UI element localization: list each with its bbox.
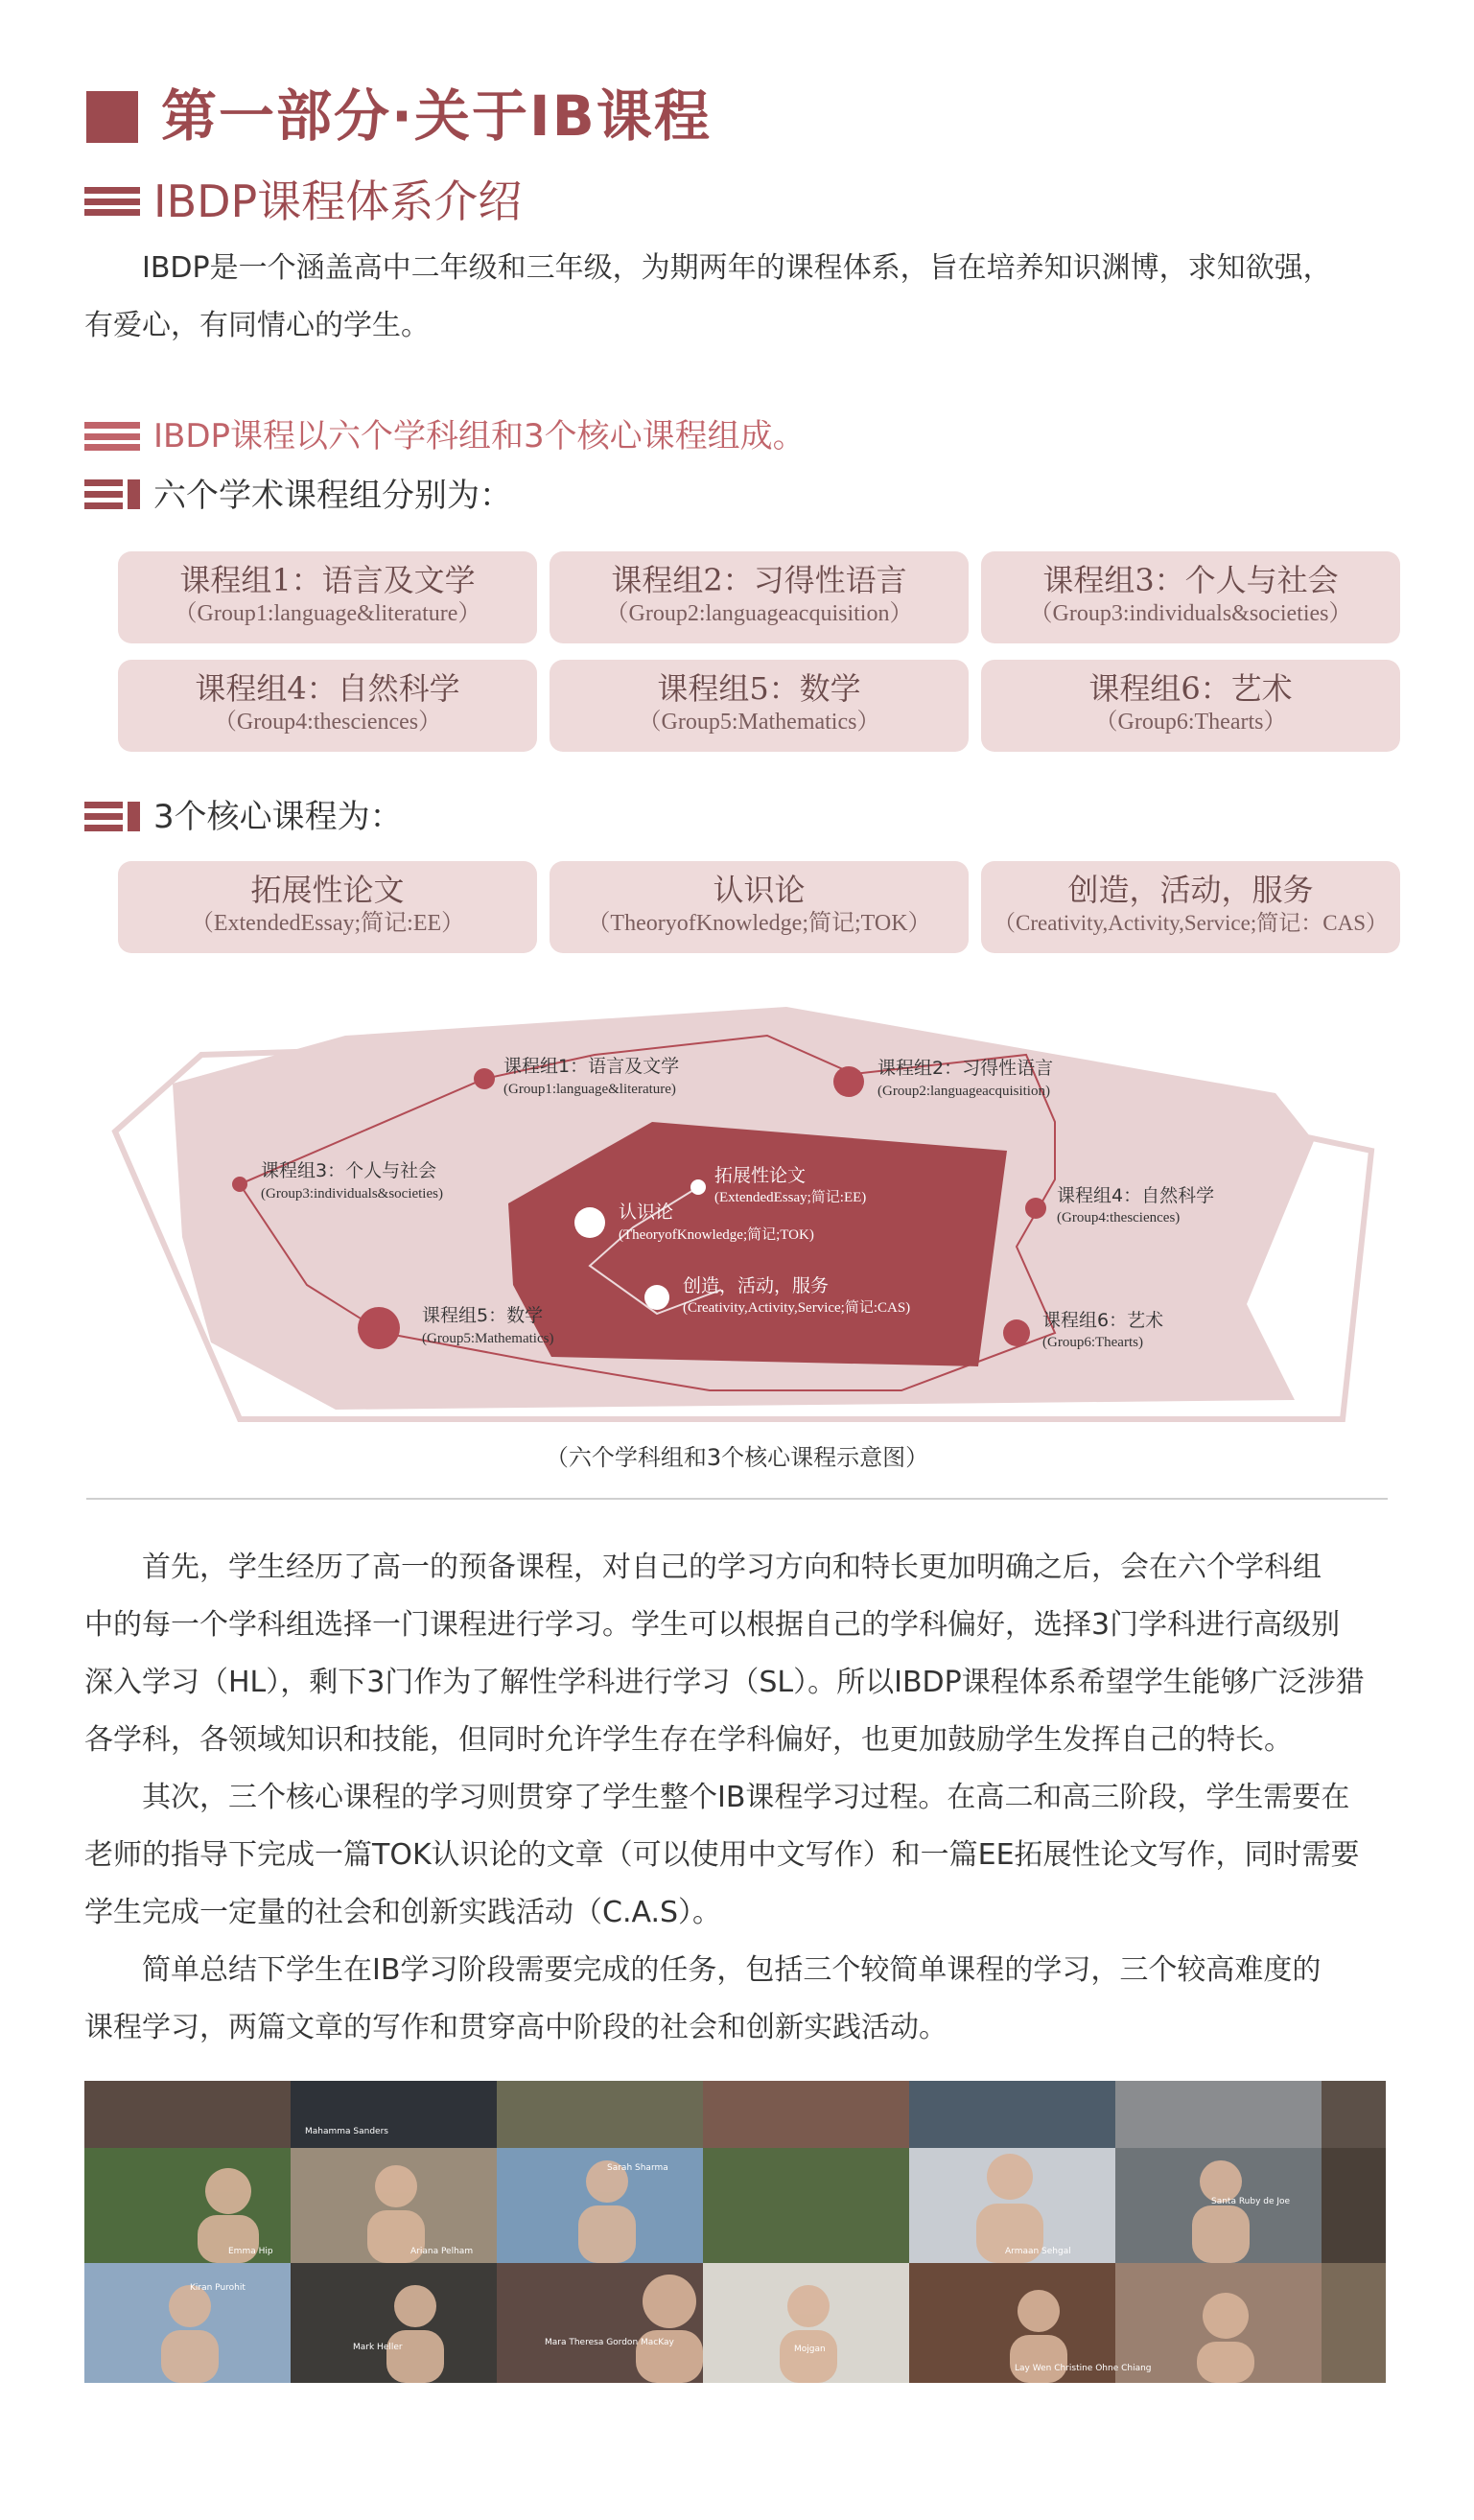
group-box-3 xyxy=(981,551,1400,643)
composition-bars-icon xyxy=(84,422,140,451)
body-paragraph-1 xyxy=(84,1539,1389,1769)
intro-line-1: IBDP是一个涵盖高中二年级和三年级，为期两年的课程体系，旨在培养知识渊博，求知欲强， xyxy=(142,251,1332,285)
group-box-5-en: （Group5:Mathematics） xyxy=(638,710,880,735)
body-p2-line-1: 其次，三个核心课程的学习则贯穿了学生整个IB课程学习过程。在高二和高三阶段，学生需要在 xyxy=(142,1781,1350,1814)
composition-line: IBDP课程以六个学科组和3个核心课程组成。 xyxy=(153,417,806,455)
node-ee xyxy=(690,1179,706,1195)
label-g5-en: (Group5:Mathematics) xyxy=(422,1331,554,1346)
student-photo-collage xyxy=(84,2081,1386,2383)
photo-name-3: Ariana Pelham xyxy=(410,2247,474,2256)
label-tok-cn: 认识论 xyxy=(619,1202,674,1223)
intro-line-2: 有爱心，有同情心的学生。 xyxy=(84,309,430,342)
group-box-4-cn: 课程组4：自然科学 xyxy=(195,670,460,707)
body-paragraph-2 xyxy=(84,1769,1389,1942)
group-box-4-en: （Group4:thesciences） xyxy=(213,710,442,735)
group-box-2-cn: 课程组2：习得性语言 xyxy=(611,562,907,598)
node-g1 xyxy=(474,1068,495,1089)
group-box-1-cn: 课程组1：语言及文学 xyxy=(179,562,476,598)
photo-name-11: Lay Wen Christine Ohne Chiang xyxy=(1015,2364,1152,2373)
label-g3-cn: 课程组3：个人与社会 xyxy=(261,1160,437,1181)
label-g5-cn: 课程组5：数学 xyxy=(422,1305,544,1326)
label-g6-cn: 课程组6：艺术 xyxy=(1042,1310,1164,1331)
body-p1-line-4: 各学科，各领域知识和技能，但同时允许学生存在学科偏好，也更加鼓励学生发挥自己的特长。 xyxy=(84,1723,1293,1757)
core-heading-icon xyxy=(84,802,140,832)
group-box-6-en: （Group6:Thearts） xyxy=(1094,710,1287,735)
body-p2-line-2: 老师的指导下完成一篇TOK认识论的文章（可以使用中文写作）和一篇EE拓展性论文写作，同时需要 xyxy=(84,1838,1360,1872)
part-title-square xyxy=(86,91,138,143)
photo-name-9: Mara Theresa Gordon MacKay xyxy=(545,2338,674,2347)
core-box-ee-cn: 拓展性论文 xyxy=(250,872,405,908)
body-p1-line-1: 首先，学生经历了高一的预备课程，对自己的学习方向和特长更加明确之后，会在六个学科组 xyxy=(142,1551,1322,1584)
core-box-ee xyxy=(118,861,537,953)
body-p2-line-3: 学生完成一定量的社会和创新实践活动（C.A.S）。 xyxy=(84,1896,722,1929)
node-cas xyxy=(644,1285,669,1310)
group-box-4 xyxy=(118,660,537,752)
photo-name-7: Kiran Purohit xyxy=(190,2283,246,2293)
core-box-tok-en: （TheoryofKnowledge;简记;TOK） xyxy=(587,911,931,936)
part-title: 第一部分·关于IB课程 xyxy=(161,83,712,149)
label-g1-en: (Group1:language&literature) xyxy=(503,1082,676,1097)
label-g1-cn: 课程组1：语言及文学 xyxy=(503,1056,680,1077)
ib-curriculum-diagram xyxy=(96,997,1381,1429)
core-box-cas xyxy=(981,861,1400,953)
node-g3 xyxy=(232,1177,247,1192)
node-g5 xyxy=(358,1307,400,1349)
node-g4 xyxy=(1025,1198,1046,1219)
body-p3-line-2: 课程学习，两篇文章的写作和贯穿高中阶段的社会和创新实践活动。 xyxy=(84,2011,948,2044)
group-box-1-en: （Group1:language&literature） xyxy=(174,601,481,626)
core-heading: 3个核心课程为： xyxy=(153,798,403,836)
label-g4-en: (Group4:thesciences) xyxy=(1057,1210,1181,1225)
core-box-tok-cn: 认识论 xyxy=(713,872,806,908)
node-g6 xyxy=(1003,1319,1030,1346)
label-tok-en: (TheoryofKnowledge;简记;TOK) xyxy=(619,1227,814,1243)
divider xyxy=(86,1498,1388,1500)
label-cas-cn: 创造，活动，服务 xyxy=(683,1275,830,1296)
core-box-cas-en: （Creativity,Activity,Service;简记：CAS） xyxy=(994,911,1388,935)
six-groups-heading: 六个学术课程组分别为： xyxy=(153,477,512,515)
photo-name-8: Mark Heller xyxy=(353,2343,403,2352)
group-box-2-en: （Group2:languageacquisition） xyxy=(605,601,913,626)
body-p3-line-1: 简单总结下学生在IB学习阶段需要完成的任务，包括三个较简单课程的学习，三个较高难度的 xyxy=(142,1953,1322,1987)
core-box-cas-cn: 创造，活动，服务 xyxy=(1067,872,1314,908)
photo-name-4: Sarah Sharma xyxy=(607,2163,668,2173)
group-box-6-cn: 课程组6：艺术 xyxy=(1088,670,1293,707)
group-box-3-cn: 课程组3：个人与社会 xyxy=(1042,562,1339,598)
section-bars-icon xyxy=(84,187,140,216)
intro-paragraph xyxy=(84,240,1389,355)
diagram-caption: （六个学科组和3个核心课程示意图） xyxy=(545,1444,929,1471)
photo-name-6: Santa Ruby de Joe xyxy=(1211,2197,1291,2206)
label-cas-en: (Creativity,Activity,Service;简记:CAS) xyxy=(683,1300,911,1316)
group-box-5-cn: 课程组5：数学 xyxy=(657,670,861,707)
node-tok xyxy=(574,1207,605,1238)
core-box-tok xyxy=(550,861,969,953)
group-box-6 xyxy=(981,660,1400,752)
body-p1-line-3: 深入学习（HL），剩下3门作为了解性学科进行学习（SL）。所以IBDP课程体系希望学生能够广泛涉猎 xyxy=(84,1666,1365,1699)
label-ee-cn: 拓展性论文 xyxy=(714,1165,807,1186)
node-g2 xyxy=(833,1066,864,1097)
group-box-1 xyxy=(118,551,537,643)
six-groups-icon xyxy=(84,479,140,510)
group-box-5 xyxy=(550,660,969,752)
photo-name-5: Armaan Sehgal xyxy=(1005,2247,1071,2256)
photo-name-10: Mojgan xyxy=(794,2345,826,2354)
label-g2-cn: 课程组2：习得性语言 xyxy=(877,1058,1054,1079)
photo-name-2: Emma Hip xyxy=(228,2247,273,2256)
label-ee-en: (ExtendedEssay;简记:EE) xyxy=(714,1190,867,1205)
label-g4-cn: 课程组4：自然科学 xyxy=(1057,1185,1215,1206)
group-box-3-en: （Group3:individuals&societies） xyxy=(1029,601,1352,626)
label-g3-en: (Group3:individuals&societies) xyxy=(261,1186,443,1202)
body-paragraph-3 xyxy=(84,1942,1389,2057)
photo-name-1: Mahamma Sanders xyxy=(305,2127,388,2136)
section-title: IBDP课程体系介绍 xyxy=(153,175,523,227)
core-box-ee-en: （ExtendedEssay;简记:EE） xyxy=(190,911,465,936)
label-g2-en: (Group2:languageacquisition) xyxy=(877,1084,1050,1099)
body-p1-line-2: 中的每一个学科组选择一门课程进行学习。学生可以根据自己的学科偏好，选择3门学科进行高级别 xyxy=(84,1608,1341,1642)
label-g6-en: (Group6:Thearts) xyxy=(1042,1335,1143,1350)
group-box-2 xyxy=(550,551,969,643)
